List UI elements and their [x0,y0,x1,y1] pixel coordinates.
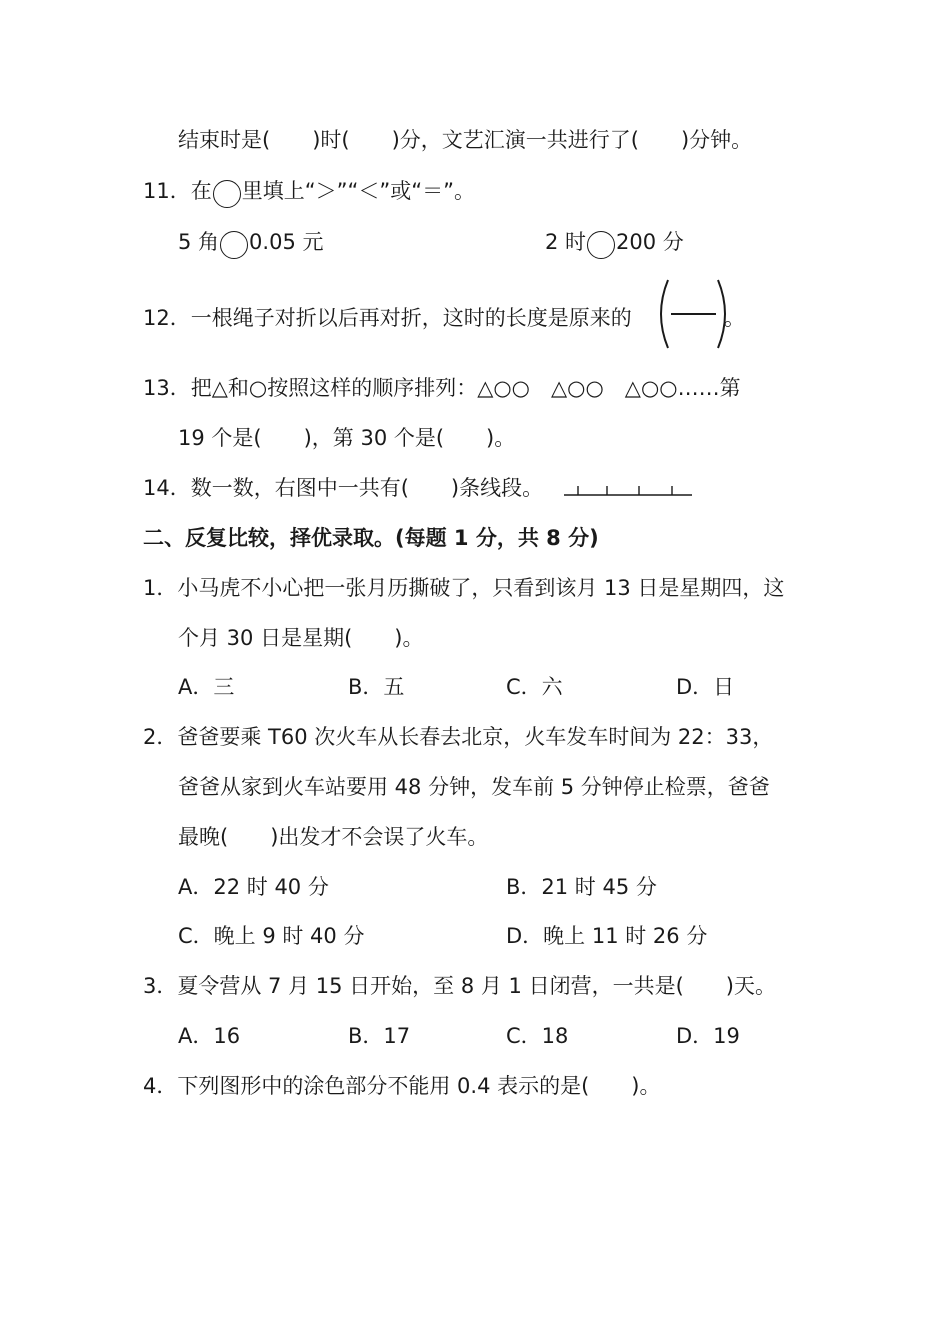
q11-compare-right [545,228,684,259]
q11-suffix: 里填上“＞”“＜”或“＝”。 [241,179,476,203]
q12-text: 12．一根绳子对折以后再对折，这时的长度是原来的 [143,306,632,330]
mc1-option-a[interactable]: A．三 [178,675,235,699]
q11-left-a: 5 角 [178,230,220,254]
mc1-line2: 个月 30 日是星期( )。 [178,626,424,650]
mc2-line3: 最晚( )出发才不会误了火车。 [178,825,489,849]
mc2-option-b[interactable]: B．21 时 45 分 [506,875,657,899]
mc4-line1: 4．下列图形中的涂色部分不能用 0.4 表示的是( )。 [143,1074,661,1098]
compare-circle-icon[interactable] [220,231,248,259]
q11-prefix: 11．在 [143,179,212,203]
mc2-option-d[interactable]: D．晚上 11 时 26 分 [506,924,708,948]
section-2-heading: 二、反复比较，择优录取。(每题 1 分，共 8 分) [143,526,599,550]
q11-right-a: 2 时 [545,230,587,254]
line-segment-figure [562,480,696,500]
mc1-option-d[interactable]: D．日 [676,675,735,699]
q10-tail: 结束时是( )时( )分，文艺汇演一共进行了( )分钟。 [178,128,753,152]
q11-instruction [143,177,475,208]
mc3-option-c[interactable]: C．18 [506,1024,569,1048]
mc2-option-c[interactable]: C．晚上 9 时 40 分 [178,924,365,948]
q13-line2: 19 个是( )，第 30 个是( )。 [178,426,516,450]
mc1-option-c[interactable]: C．六 [506,675,563,699]
q11-left-b: 0.05 元 [249,230,324,254]
mc2-line1: 2．爸爸要乘 T60 次火车从长春去北京，火车发车时间为 22：33， [143,725,774,749]
q11-right-b: 200 分 [616,230,684,254]
mc3-option-b[interactable]: B．17 [348,1024,411,1048]
mc3-option-a[interactable]: A．16 [178,1024,241,1048]
q13-line1: 13．把△和○按照这样的顺序排列：△○○ △○○ △○○……第 [143,376,741,400]
fraction-blank[interactable] [656,276,730,352]
compare-circle-icon[interactable] [213,180,241,208]
mc2-line2: 爸爸从家到火车站要用 48 分钟，发车前 5 分钟停止检票，爸爸 [178,775,770,799]
q11-compare-left [178,228,323,259]
mc1-option-b[interactable]: B．五 [348,675,405,699]
q14-text: 14．数一数，右图中一共有( )条线段。 [143,476,544,500]
mc2-option-a[interactable]: A．22 时 40 分 [178,875,329,899]
left-paren-icon [661,280,668,348]
mc1-line1: 1．小马虎不小心把一张月历撕破了，只看到该月 13 日是星期四，这 [143,576,785,600]
mc3-line1: 3．夏令营从 7 月 15 日开始，至 8 月 1 日闭营，一共是( )天。 [143,974,776,998]
compare-circle-icon[interactable] [587,231,615,259]
q12-end: 。 [724,306,745,330]
mc3-option-d[interactable]: D．19 [676,1024,740,1048]
